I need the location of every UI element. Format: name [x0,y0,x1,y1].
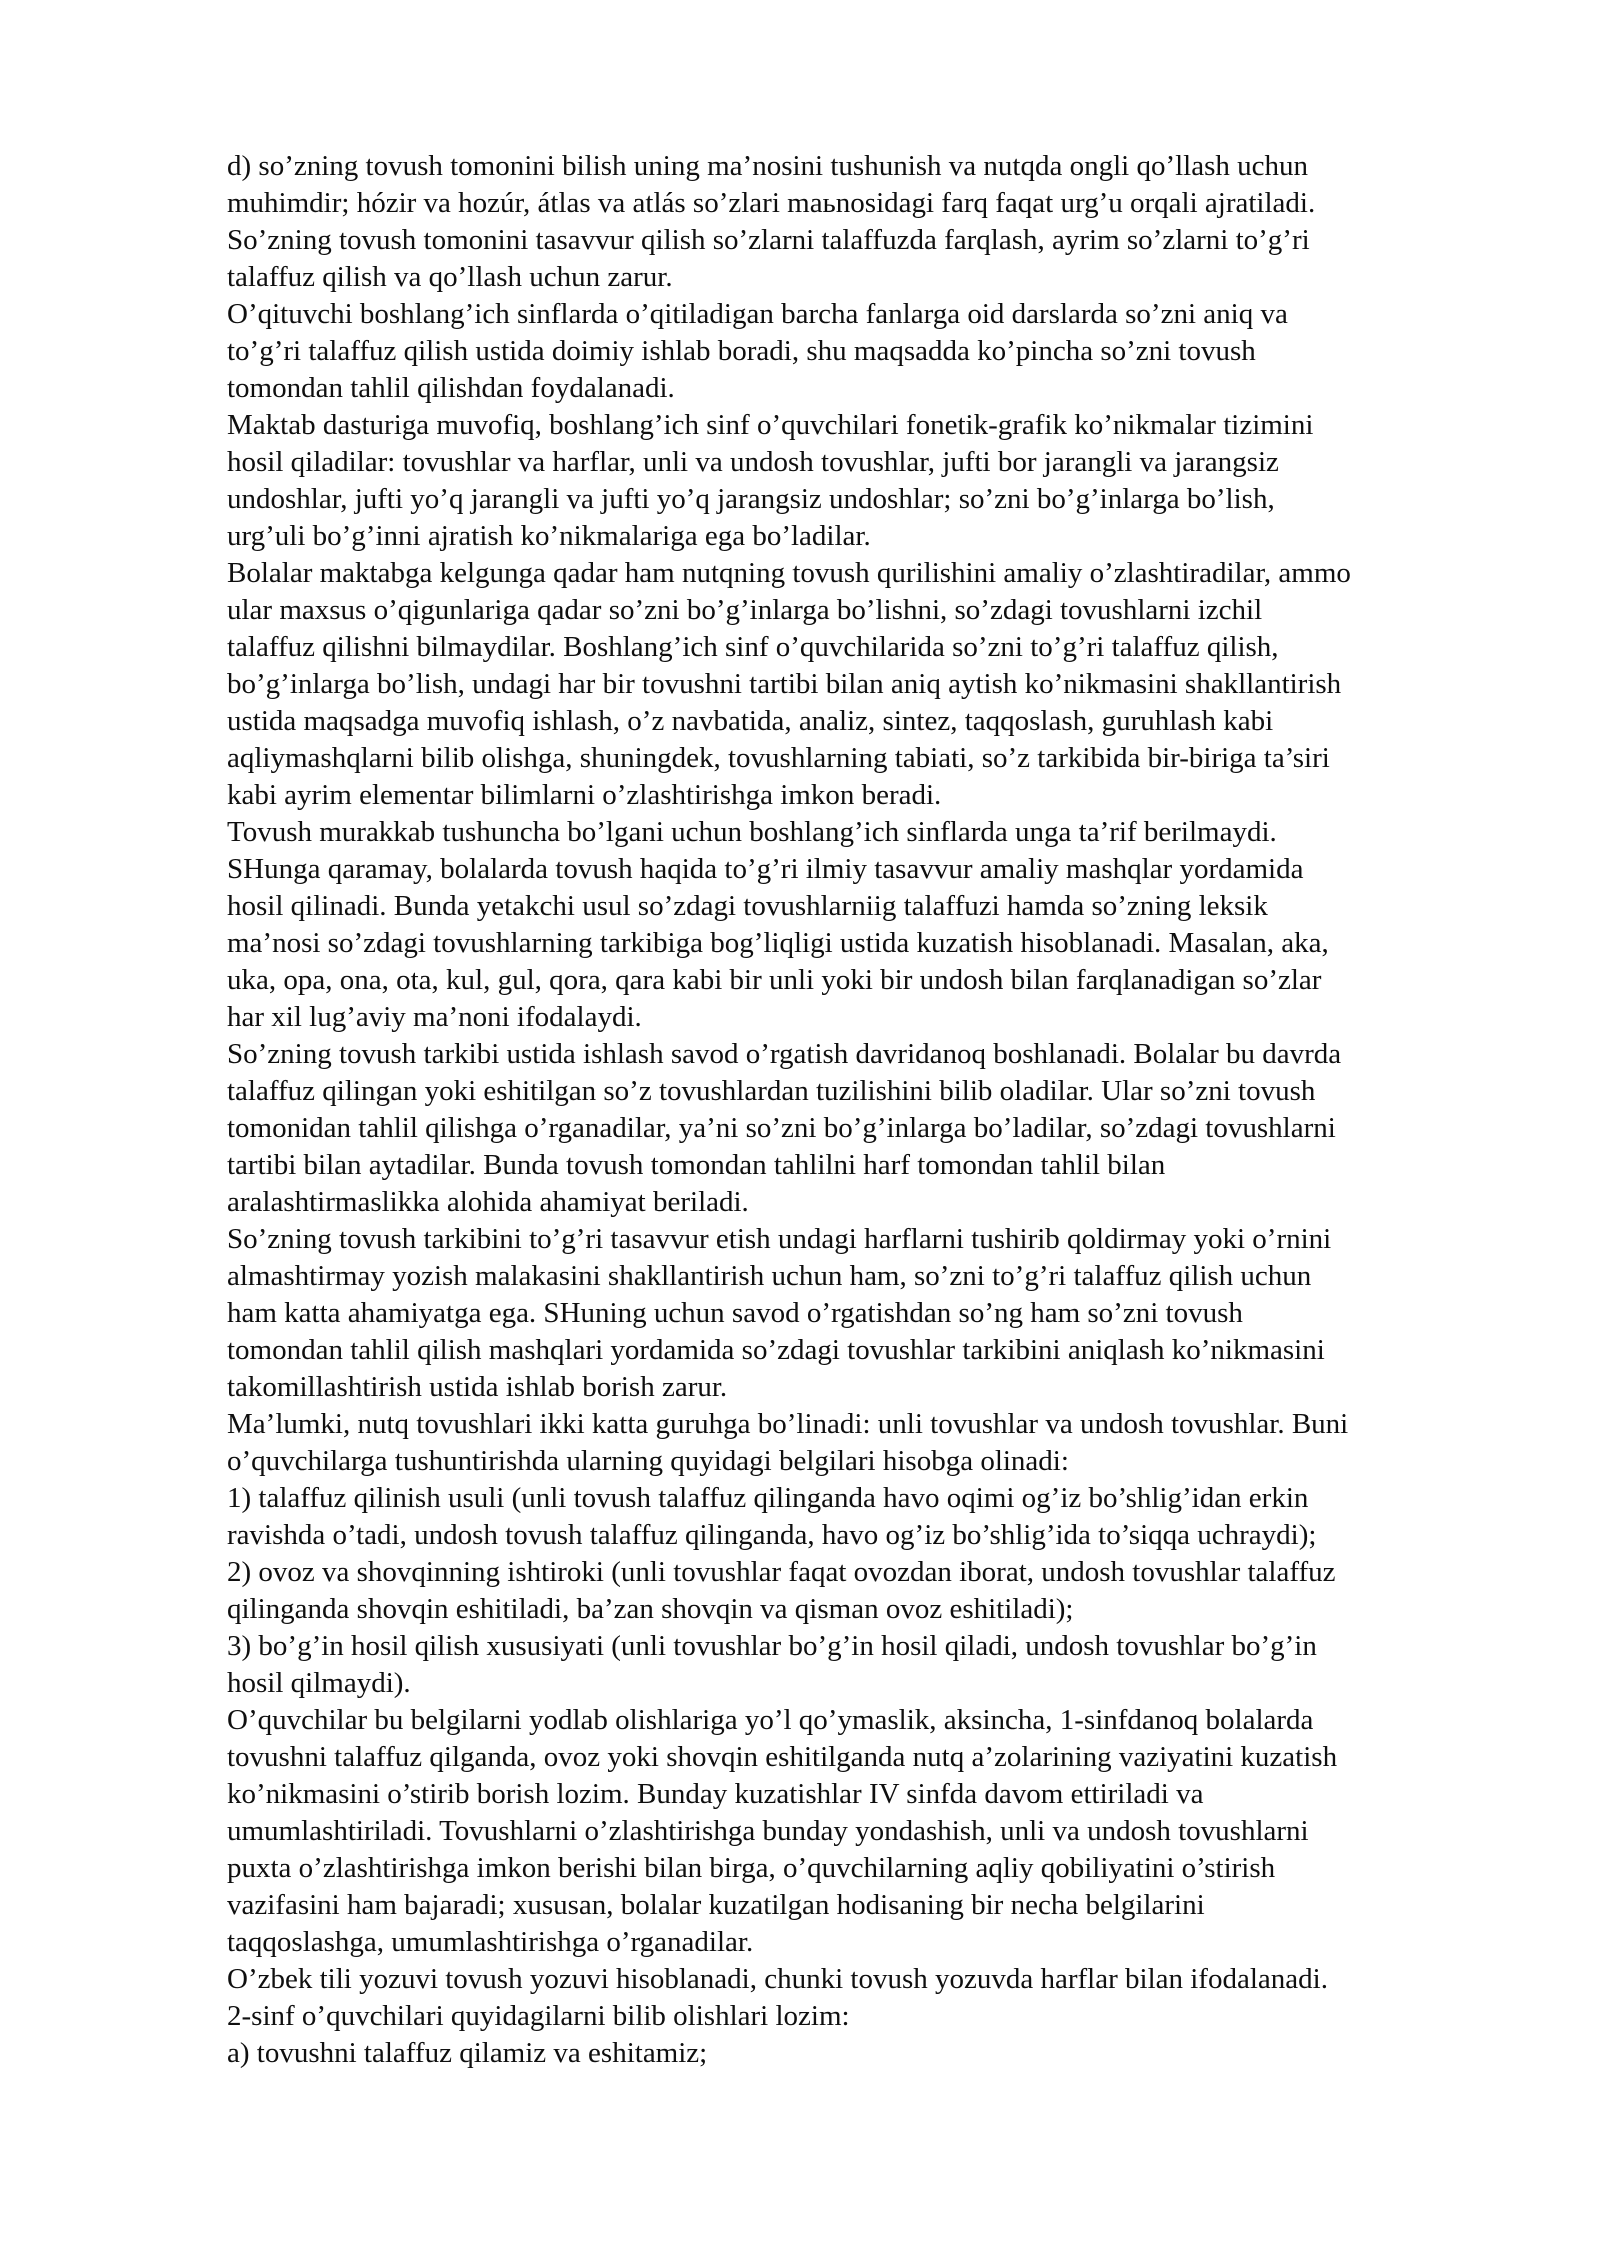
text-line: 2) ovoz va shovqinning ishtiroki (unli tovushlar faqat ovozdan iborat, undosh tovushlar talaffuz [227,1556,1336,1588]
text-line: Bolalar maktabga kelgunga qadar ham nutqning tovush qurilishini amaliy o’zlashtiradilar, ammo [227,557,1351,589]
text-line: hosil qilinadi. Bunda yetakchi usul so’zdagi tovushlarniig talaffuzi hamda so’zning leksik [227,890,1268,922]
text-line: hosil qiladilar: tovushlar va harflar, unli va undosh tovushlar, jufti bor jarangli va jarangsiz [227,446,1279,478]
text-line: takomillashtirish ustida ishlab borish zarur. [227,1371,728,1403]
text-line: O’quvchilar bu belgilarni yodlab olishlariga yo’l qo’ymaslik, aksincha, 1-sinfdanoq bolalarda [227,1704,1314,1736]
text-line: bo’g’inlarga bo’lish, undagi har bir tovushni tartibi bilan aniq aytish ko’nikmasini shakllantirish [227,668,1342,700]
text-line: tartibi bilan aytadilar. Bunda tovush tomondan tahlilni harf tomondan tahlil bilan [227,1149,1166,1181]
paragraph [227,296,1443,407]
text-line: 2-sinf o’quvchilari quyidagilarni bilib olishlari lozim: [227,2000,850,2032]
text-line: o’quvchilarga tushuntirishda ularning quyidagi belgilari hisobga olinadi: [227,1445,1069,1477]
text-line: urg’uli bo’g’inni ajratish ko’nikmalariga ega bo’ladilar. [227,520,871,552]
paragraph [227,814,1443,851]
paragraph [227,1961,1443,1998]
text-line: to’g’ri talaffuz qilish ustida doimiy ishlab boradi, shu maqsadda ko’pincha so’zni tovush [227,335,1256,367]
paragraph [227,1406,1443,1480]
text-line: taqqoslashga, umumlashtirishga o’rganadilar. [227,1926,754,1958]
text-line: almashtirmay yozish malakasini shakllantirish uchun ham, so’zni to’g’ri talaffuz qilish uchun [227,1260,1312,1292]
text-line: ustida maqsadga muvofiq ishlash, o’z navbatida, analiz, sintez, taqqoslash, guruhlash kabi [227,705,1274,737]
text-line: 3) bo’g’in hosil qilish xususiyati (unli tovushlar bo’g’in hosil qiladi, undosh tovushlar bo’g’in [227,1630,1317,1662]
text-line: ko’nikmasini o’stirib borish lozim. Bunday kuzatishlar IV sinfda davom ettiriladi va [227,1778,1204,1810]
text-line: vazifasini ham bajaradi; xususan, bolalar kuzatilgan hodisaning bir necha belgilarini [227,1889,1205,1921]
text-line: a) tovushni talaffuz qilamiz va eshitamiz; [227,2037,708,2069]
paragraph [227,407,1443,555]
text-block [227,148,1443,2072]
text-line: talaffuz qilishni bilmaydilar. Boshlang’ich sinf o’quvchilarida so’zni to’g’ri talaffuz qilish, [227,631,1279,663]
text-line: O’qituvchi boshlang’ich sinflarda o’qitiladigan barcha fanlarga oid darslarda so’zni aniq va [227,298,1288,330]
text-line: kabi ayrim elementar bilimlarni o’zlashtirishga imkon beradi. [227,779,942,811]
text-line: uka, opa, ona, ota, kul, gul, qora, qara kabi bir unli yoki bir undosh bilan farqlanadigan so’zlar [227,964,1322,996]
text-line: muhimdir; hózir va hozúr, átlas va atlás so’zlari maьnosidagi farq faqat urg’u orqali ajratiladi. [227,187,1316,219]
text-line: O’zbek tili yozuvi tovush yozuvi hisoblanadi, chunki tovush yozuvda harflar bilan ifodalanadi. [227,1963,1328,1995]
text-line: d) so’zning tovush tomonini bilish uning ma’nosini tushunish va nutqda ongli qo’llash uchun [227,150,1309,182]
text-line: hosil qilmaydi). [227,1667,411,1699]
text-line: puxta o’zlashtirishga imkon berishi bilan birga, o’quvchilarning aqliy qobiliyatini o’stirish [227,1852,1276,1884]
text-line: Ma’lumki, nutq tovushlari ikki katta guruhga bo’linadi: unli tovushlar va undosh tovushlar. Buni [227,1408,1349,1440]
text-line: So’zning tovush tomonini tasavvur qilish so’zlarni talaffuzda farqlash, ayrim so’zlarni to’g’ri [227,224,1310,256]
paragraph [227,1554,1443,1628]
text-line: ravishda o’tadi, undosh tovush talaffuz qilinganda, havo og’iz bo’shlig’ida to’siqqa uchraydi); [227,1519,1317,1551]
text-line: umumlashtiriladi. Tovushlarni o’zlashtirishga bunday yondashish, unli va undosh tovushlarni [227,1815,1309,1847]
text-line: undoshlar, jufti yo’q jarangli va jufti yo’q jarangsiz undoshlar; so’zni bo’g’inlarga bo’lish, [227,483,1275,515]
paragraph [227,148,1443,296]
paragraph [227,555,1443,814]
text-line: aqliymashqlarni bilib olishga, shuningdek, tovushlarning tabiati, so’z tarkibida bir-biriga ta’siri [227,742,1330,774]
text-line: So’zning tovush tarkibi ustida ishlash savod o’rgatish davridanoq boshlanadi. Bolalar bu davrda [227,1038,1342,1070]
text-line: aralashtirmaslikka alohida ahamiyat beriladi. [227,1186,749,1218]
paragraph [227,2035,1443,2072]
text-line: tomonidan tahlil qilishga o’rganadilar, ya’ni so’zni bo’g’inlarga bo’ladilar, so’zdagi tovushlarni [227,1112,1336,1144]
text-line: SHunga qaramay, bolalarda tovush haqida to’g’ri ilmiy tasavvur amaliy mashqlar yordamida [227,853,1304,885]
paragraph [227,1480,1443,1554]
text-line: tovushni talaffuz qilganda, ovoz yoki shovqin eshitilganda nutq a’zolarining vaziyatini kuzatish [227,1741,1338,1773]
text-line: So’zning tovush tarkibini to’g’ri tasavvur etish undagi harflarni tushirib qoldirmay yoki o’rnini [227,1223,1332,1255]
paragraph [227,851,1443,1036]
text-line: tomondan tahlil qilishdan foydalanadi. [227,372,675,404]
text-line: qilinganda shovqin eshitiladi, ba’zan shovqin va qisman ovoz eshitiladi); [227,1593,1074,1625]
text-line: ular maxsus o’qigunlariga qadar so’zni bo’g’inlarga bo’lishni, so’zdagi tovushlarni izchil [227,594,1263,626]
text-line: 1) talaffuz qilinish usuli (unli tovush talaffuz qilinganda havo oqimi og’iz bo’shlig’idan erkin [227,1482,1309,1514]
paragraph [227,1221,1443,1406]
text-line: har xil lug’aviy ma’noni ifodalaydi. [227,1001,642,1033]
paragraph [227,1036,1443,1221]
text-line: Maktab dasturiga muvofiq, boshlang’ich sinf o’quvchilari fonetik-grafik ko’nikmalar tizimini [227,409,1314,441]
text-line: tomondan tahlil qilish mashqlari yordamida so’zdagi tovushlar tarkibini aniqlash ko’nikmasini [227,1334,1325,1366]
paragraph [227,1702,1443,1961]
paragraph [227,1628,1443,1702]
text-line: talaffuz qilingan yoki eshitilgan so’z tovushlardan tuzilishini bilib oladilar. Ular so’zni tovush [227,1075,1316,1107]
text-line: talaffuz qilish va qo’llash uchun zarur. [227,261,673,293]
paragraph [227,1998,1443,2035]
text-line: Tovush murakkab tushuncha bo’lgani uchun boshlang’ich sinflarda unga ta’rif berilmaydi. [227,816,1277,848]
text-line: ma’nosi so’zdagi tovushlarning tarkibiga bog’liqligi ustida kuzatish hisoblanadi. Masalan, aka, [227,927,1329,959]
text-line: ham katta ahamiyatga ega. SHuning uchun savod o’rgatishdan so’ng ham so’zni tovush [227,1297,1243,1329]
